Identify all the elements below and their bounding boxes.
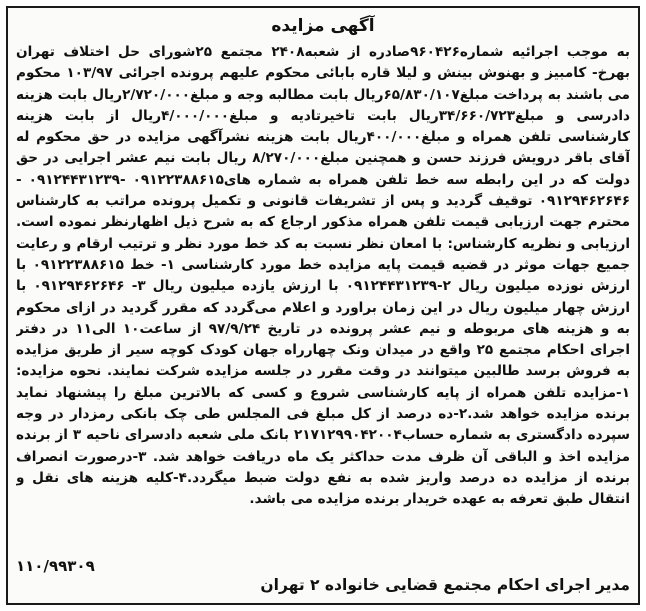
auction-notice <box>6 6 640 605</box>
notice-body <box>16 42 630 554</box>
notice-body-text: به موجب اجرائیه شماره۹۶۰۴۲۶صادره از شعبه۲۴۰۸ مجتمع ۲۵شورای حل اختلاف تهران بهرخ- کامبیز و بهنوش بینش و لیلا قاره بابائی محکوم علیهم پرونده اجرائی ۱۰۳/۹۷ محکوم می باشند به پرداخت مبلغ۶۵/۸۳۰/۱۰۷ریال بابت مطالبه وجه و مبلغ۲/۷۲۰/۰۰۰ریال بابت هزینه دادرسی و مبلغ۳۴/۶۶۰/۷۲۳ریال بابت تاخیرتادیه و مبلغ۴/۰۰۰/۰۰۰ریال از بابت هزینه کارشناسی تلفن همراه و مبلغ۴۰۰/۰۰۰ریال بابت هزینه نشرآگهی مزایده در حق محکوم له آقای باقر درویش فرزند حسن و همچنین مبلغ۸/۲۷۰/۰۰۰ ریال بابت نیم عشر اجرایی در حق دولت که در این رابطه سه خط تلفن همراه به شماره های۰۹۱۲۲۳۸۸۶۱۵ -۰۹۱۲۴۴۳۱۲۳۹ - ۰۹۱۲۹۴۶۲۶۴۶ توقیف گردید و پس از تشریفات قانونی و تکمیل پرونده مراتب به کارشناس محترم جهت ارزیابی قیمت تلفن همراه مذکور ارجاع که به شرح ذیل اظهارنظر نموده است. ارزیابی و نظریه کارشناس: با امعان نظر نسبت به کد خط مورد نظر و ترتیب ارقام و رعایت جمیع جهات موثر در قضیه قیمت پایه مزایده خط مورد کارشناسی ۱- خط ۰۹۱۲۲۳۸۸۶۱۵ با ارزش نوزده میلیون ریال ۲-۰۹۱۲۴۴۳۱۲۳۹ با ارزش یازده میلیون ریال ۳- ۰۹۱۲۹۴۶۲۶۴۶ با ارزش چهار میلیون ریال در این زمان براورد و اعلام می‌گردد که مقرر گردید در ازای محکوم به و هزینه های مربوطه و نیم عشر پرونده در تاریخ ۹۷/۹/۲۴ از ساعت۱۰ الی۱۱ در دفتر اجرای احکام مجتمع ۲۵ واقع در میدان ونک چهارراه جهان کودک کوچه سیر از طریق مزایده به فروش برسد طالبین میتوانند در وقت مقرر در جلسه مزایده شرکت نمایند. نحوه مزایده: ۱-مزایده تلفن همراه از پایه کارشناسی شروع و کسی که بالاترین مبلغ را پیشنهاد نماید برنده مزایده خواهد شد.۲-ده درصد از کل مبلغ فی المجلس طی چک بانکی رمزدار در وجه سپرده دادگستری به شماره حساب۲۱۷۱۲۹۹۰۴۲۰۰۴ بانک ملی شعبه دادسرای ناحیه ۳ از برنده مزایده اخذ و الباقی آن ظرف مدت حداکثر یک ماه دریافت خواهد شد. ۳-درصورت انصراف برنده از مزایده ده درصد واریز شده به نفع دولت ضبط میگردد.۴-کلیه هزینه های نقل و انتقال طبق تعرفه به عهده خریدار برنده مزایده می باشد. <box>16 44 630 508</box>
notice-title: آگهی مزایده <box>271 16 375 36</box>
notice-footer <box>16 557 630 597</box>
case-number: ۱۱۰/۹۹۳۰۹ <box>16 557 95 575</box>
signature: مدیر اجرای احکام مجتمع قضایی خانواده ۲ تهران <box>260 576 630 594</box>
